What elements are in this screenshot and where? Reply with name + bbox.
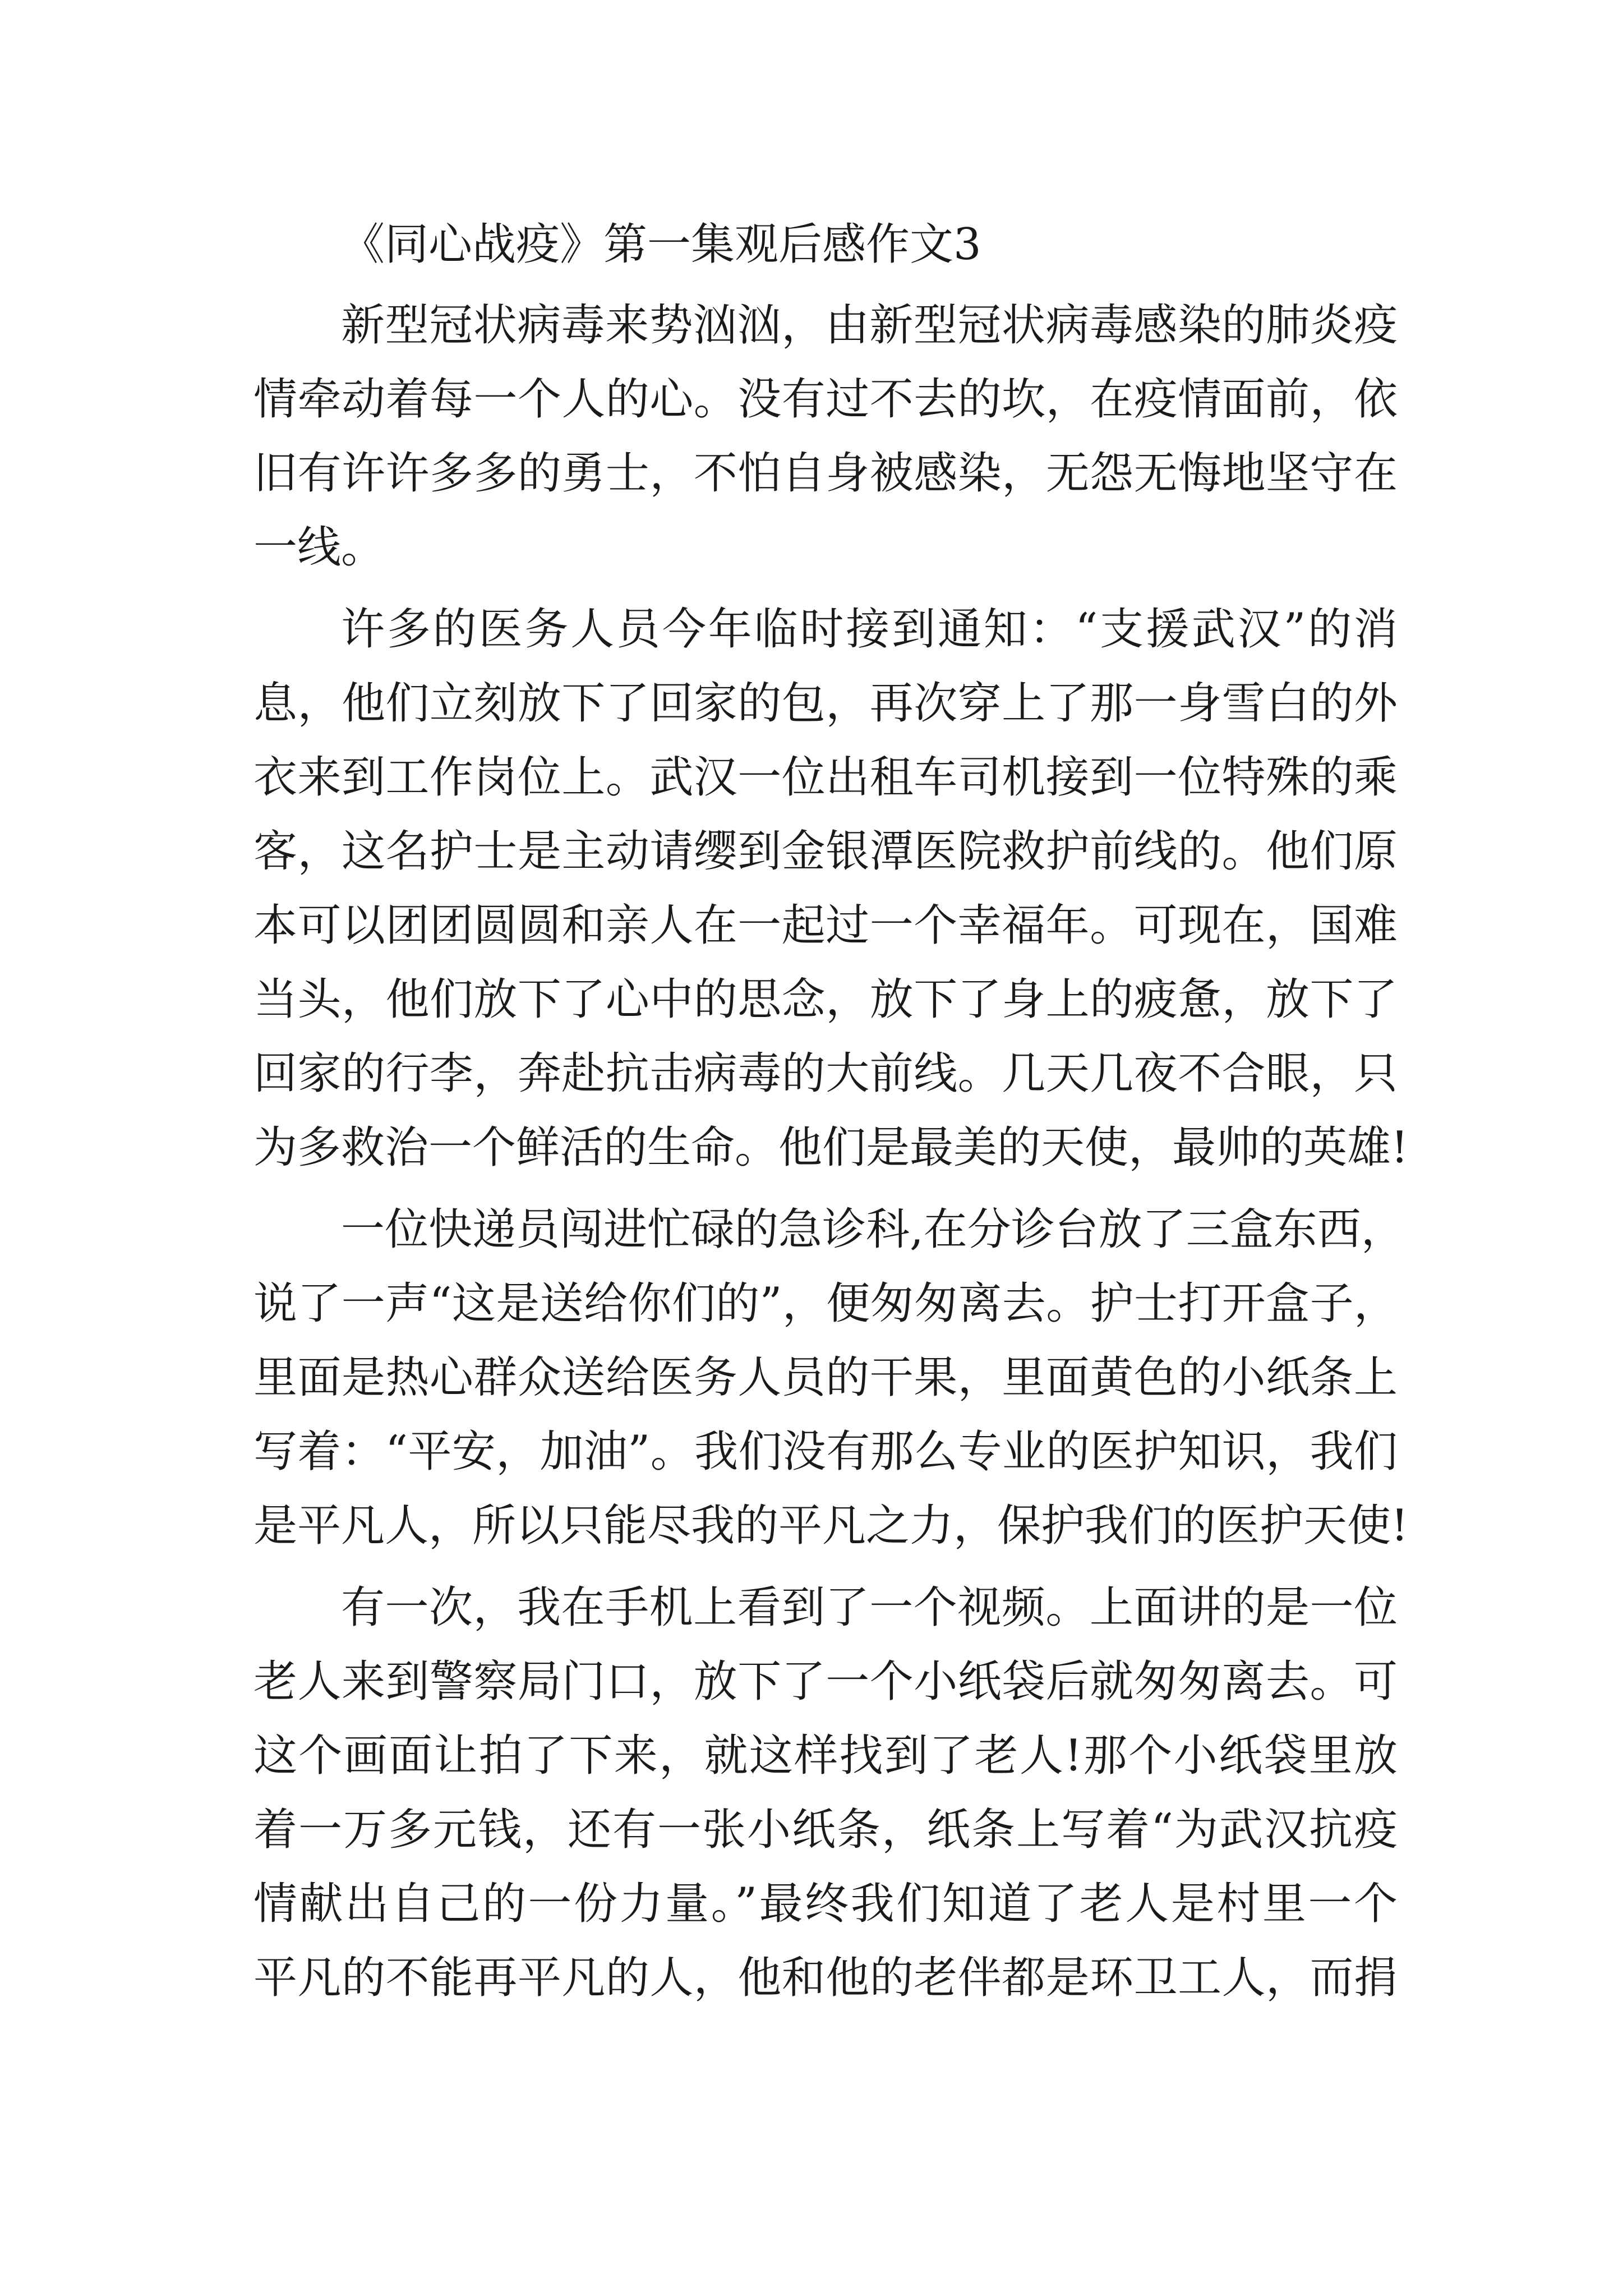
- text-line: 里面是热心群众送给医务人员的干果，里面黄色的小纸条上: [253, 1352, 1398, 1403]
- text-line: 许多的医务人员今年临时接到通知：“支援武汉”的消: [341, 604, 1398, 655]
- text-line: 旧有许许多多的勇士，不怕自身被感染，无怨无悔地坚守在: [253, 448, 1398, 499]
- text-line: 是平凡人，所以只能尽我的平凡之力，保护我们的医护天使!: [253, 1501, 1409, 1551]
- text-line: 当头，他们放下了心中的思念，放下了身上的疲惫，放下了: [253, 974, 1398, 1025]
- text-line: 一线。: [253, 522, 385, 573]
- text-line: 衣来到工作岗位上。武汉一位出租车司机接到一位特殊的乘: [253, 752, 1398, 803]
- text-line: 客，这名护士是主动请缨到金银潭医院救护前线的。他们原: [253, 826, 1398, 877]
- text-line: 为多救治一个鲜活的生命。他们是最美的天使，最帅的英雄!: [253, 1122, 1409, 1173]
- text-line: 息，他们立刻放下了回家的包，再次穿上了那一身雪白的外: [253, 678, 1398, 729]
- text-line: 情献出自己的一份力量。”最终我们知道了老人是村里一个: [253, 1879, 1398, 1929]
- text-line: 本可以团团圆圆和亲人在一起过一个幸福年。可现在，国难: [253, 900, 1398, 951]
- text-line: 有一次，我在手机上看到了一个视频。上面讲的是一位: [341, 1582, 1398, 1633]
- text-line: 新型冠状病毒来势汹汹，由新型冠状病毒感染的肺炎疫: [341, 300, 1398, 351]
- text-line: 回家的行李，奔赴抗击病毒的大前线。几天几夜不合眼，只: [253, 1048, 1398, 1099]
- text-line: 平凡的不能再平凡的人，他和他的老伴都是环卫工人，而捐: [253, 1953, 1398, 2003]
- text-line: 说了一声“这是送给你们的”，便匆匆离去。护士打开盒子，: [253, 1278, 1398, 1329]
- text-line: 写着：“平安，加油”。我们没有那么专业的医护知识，我们: [253, 1427, 1398, 1477]
- text-line: 一位快递员闯进忙碌的急诊科,在分诊台放了三盒东西，: [341, 1204, 1405, 1255]
- text-line: 老人来到警察局门口，放下了一个小纸袋后就匆匆离去。可: [253, 1657, 1398, 1707]
- document-title: 《同心战疫》第一集观后感作文3: [341, 219, 981, 270]
- text-line: 这个画面让拍了下来，就这样找到了老人!那个小纸袋里放: [253, 1731, 1398, 1781]
- text-line: 情牵动着每一个人的心。没有过不去的坎，在疫情面前，依: [253, 374, 1398, 425]
- text-line: 着一万多元钱，还有一张小纸条，纸条上写着“为武汉抗疫: [253, 1805, 1398, 1855]
